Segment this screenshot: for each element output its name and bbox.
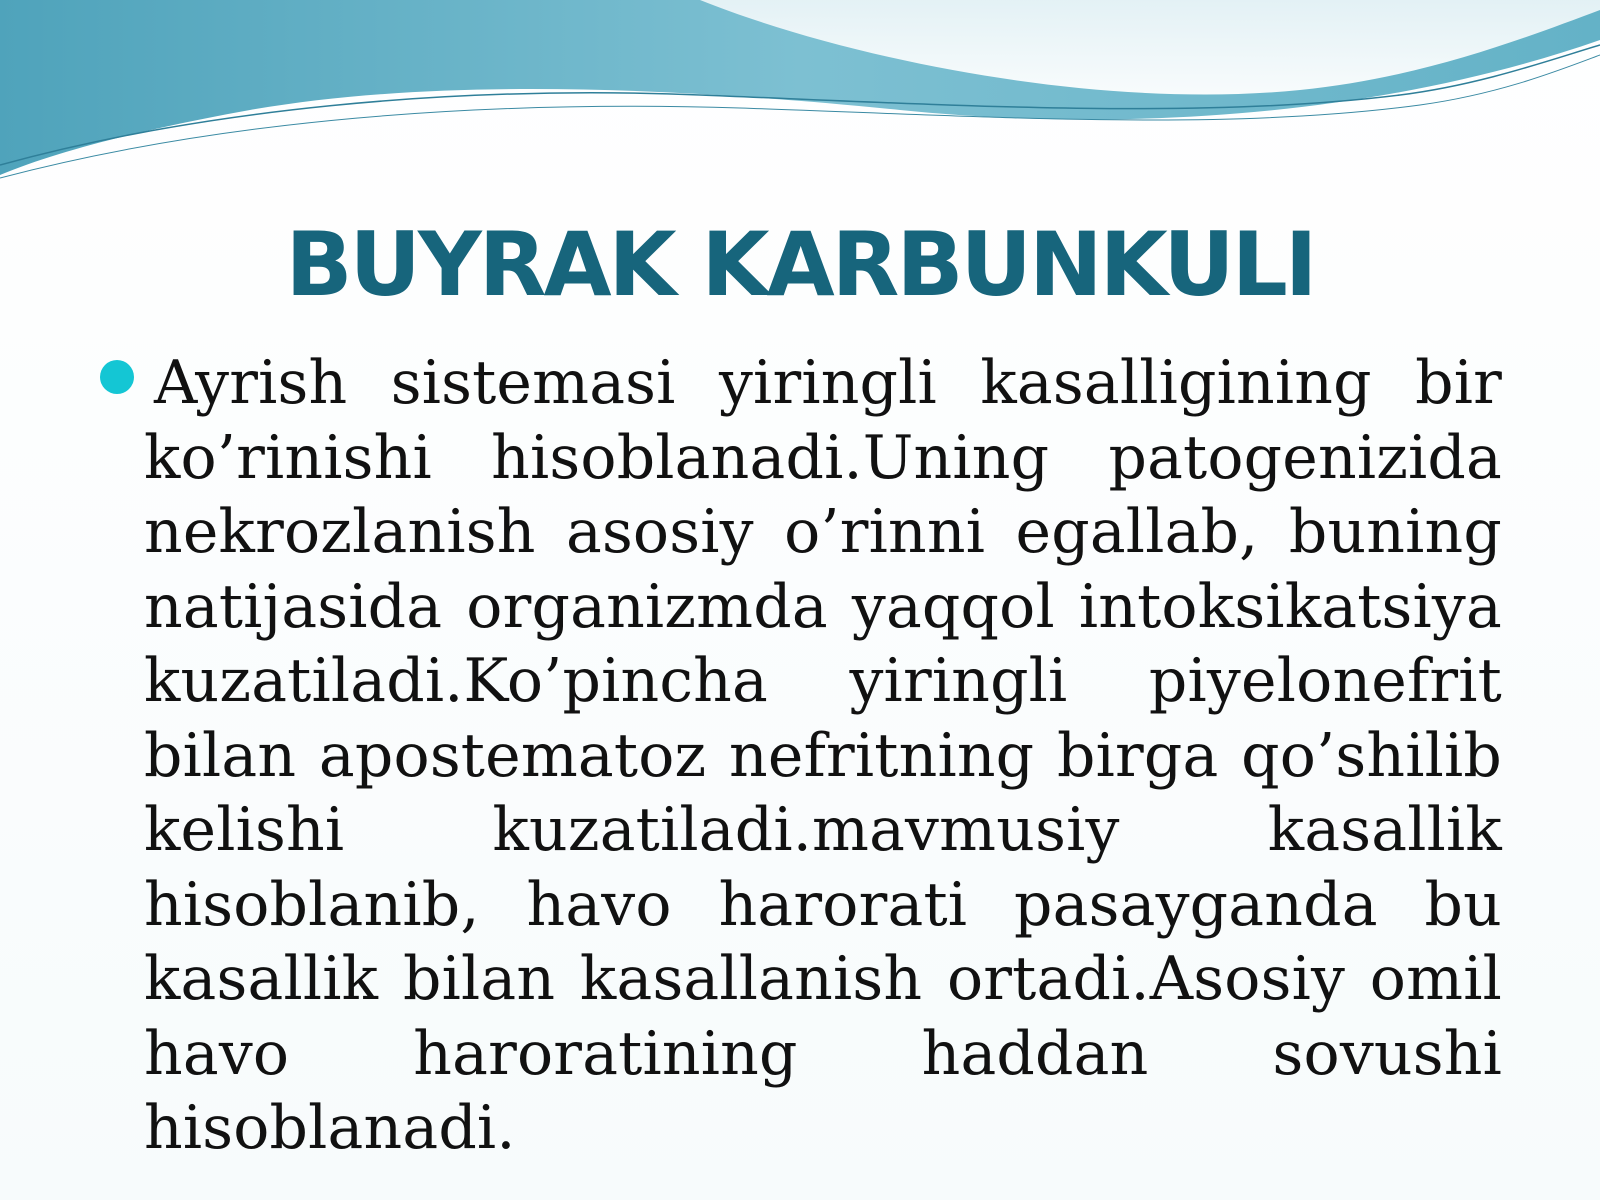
wave-header-decoration: [0, 0, 1600, 190]
slide-title: BUYRAK KARBUNKULI: [285, 213, 1315, 316]
bullet-icon: [100, 360, 134, 394]
bullet-paragraph: Ayrish sistemasi yiringli kasalligining bir ko’rinishi hisoblanadi.Uning patogenizida nekrozlanish asosiy o’rinni egallab, buning natijasida organizmda yaqqol intoksikatsiya kuzatiladi.Ko’pincha yiringli piyelonefrit bilan apostematoz nefritning birga qo’shilib kelishi kuzatiladi.mavmusiy kasallik hisoblanib, havo harorati pasayganda bu kasallik bilan kasallanish ortadi.Asosiy omil havo haroratining haddan sovushi hisoblanadi.: [144, 348, 1502, 1163]
